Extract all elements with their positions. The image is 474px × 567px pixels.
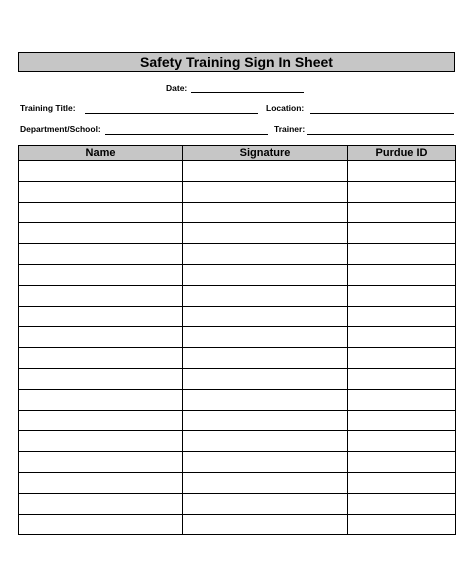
- name-cell[interactable]: [19, 244, 183, 265]
- sheet-title-text: Safety Training Sign In Sheet: [140, 54, 333, 70]
- purdue-id-cell[interactable]: [348, 348, 456, 369]
- location-field[interactable]: [310, 113, 454, 114]
- name-cell[interactable]: [19, 161, 183, 182]
- table-row: [19, 514, 456, 535]
- column-header-purdue-id: Purdue ID: [348, 146, 456, 161]
- signature-cell[interactable]: [183, 389, 348, 410]
- table-row: [19, 327, 456, 348]
- signature-cell[interactable]: [183, 410, 348, 431]
- table-row: [19, 368, 456, 389]
- signature-cell[interactable]: [183, 431, 348, 452]
- name-cell[interactable]: [19, 410, 183, 431]
- name-cell[interactable]: [19, 264, 183, 285]
- purdue-id-cell[interactable]: [348, 389, 456, 410]
- table-row: [19, 264, 456, 285]
- name-cell[interactable]: [19, 202, 183, 223]
- signature-cell[interactable]: [183, 244, 348, 265]
- trainer-label: Trainer:: [274, 124, 306, 134]
- name-cell[interactable]: [19, 389, 183, 410]
- purdue-id-cell[interactable]: [348, 181, 456, 202]
- table-row: [19, 285, 456, 306]
- table-header-row: [19, 146, 456, 161]
- purdue-id-cell[interactable]: [348, 202, 456, 223]
- trainer-field[interactable]: [307, 134, 454, 135]
- table-row: [19, 472, 456, 493]
- signature-cell[interactable]: [183, 327, 348, 348]
- table-row: [19, 306, 456, 327]
- signature-cell[interactable]: [183, 161, 348, 182]
- name-cell[interactable]: [19, 472, 183, 493]
- table-row: [19, 452, 456, 473]
- purdue-id-cell[interactable]: [348, 410, 456, 431]
- table-row: [19, 181, 456, 202]
- date-label: Date:: [166, 83, 188, 93]
- department-field[interactable]: [105, 134, 268, 135]
- table-row: [19, 202, 456, 223]
- name-cell[interactable]: [19, 327, 183, 348]
- signature-cell[interactable]: [183, 181, 348, 202]
- table-row: [19, 223, 456, 244]
- department-label: Department/School:: [20, 124, 101, 134]
- name-cell[interactable]: [19, 306, 183, 327]
- column-header-signature: Signature: [183, 146, 348, 161]
- table-row: [19, 493, 456, 514]
- signature-cell[interactable]: [183, 348, 348, 369]
- table-row: [19, 431, 456, 452]
- purdue-id-cell[interactable]: [348, 431, 456, 452]
- signature-cell[interactable]: [183, 452, 348, 473]
- purdue-id-cell[interactable]: [348, 472, 456, 493]
- signature-cell[interactable]: [183, 514, 348, 535]
- signature-cell[interactable]: [183, 264, 348, 285]
- name-cell[interactable]: [19, 181, 183, 202]
- name-cell[interactable]: [19, 368, 183, 389]
- name-cell[interactable]: [19, 223, 183, 244]
- table-row: [19, 244, 456, 265]
- column-header-name: Name: [19, 146, 183, 161]
- purdue-id-cell[interactable]: [348, 514, 456, 535]
- purdue-id-cell[interactable]: [348, 306, 456, 327]
- purdue-id-cell[interactable]: [348, 244, 456, 265]
- name-cell[interactable]: [19, 493, 183, 514]
- table-row: [19, 389, 456, 410]
- purdue-id-cell[interactable]: [348, 264, 456, 285]
- name-cell[interactable]: [19, 348, 183, 369]
- purdue-id-cell[interactable]: [348, 327, 456, 348]
- purdue-id-cell[interactable]: [348, 368, 456, 389]
- signature-cell[interactable]: [183, 306, 348, 327]
- name-cell[interactable]: [19, 285, 183, 306]
- purdue-id-cell[interactable]: [348, 223, 456, 244]
- signature-cell[interactable]: [183, 368, 348, 389]
- table-row: [19, 348, 456, 369]
- table-body: [19, 161, 456, 535]
- table-row: [19, 410, 456, 431]
- training-title-field[interactable]: [85, 113, 258, 114]
- signature-cell[interactable]: [183, 285, 348, 306]
- purdue-id-cell[interactable]: [348, 452, 456, 473]
- signature-cell[interactable]: [183, 472, 348, 493]
- date-field[interactable]: [191, 92, 304, 93]
- name-cell[interactable]: [19, 431, 183, 452]
- sheet-title: [18, 52, 455, 72]
- signature-cell[interactable]: [183, 493, 348, 514]
- table-row: [19, 161, 456, 182]
- name-cell[interactable]: [19, 514, 183, 535]
- location-label: Location:: [266, 103, 305, 113]
- sign-in-table: [18, 145, 456, 535]
- purdue-id-cell[interactable]: [348, 285, 456, 306]
- purdue-id-cell[interactable]: [348, 493, 456, 514]
- signature-cell[interactable]: [183, 223, 348, 244]
- purdue-id-cell[interactable]: [348, 161, 456, 182]
- name-cell[interactable]: [19, 452, 183, 473]
- training-title-label: Training Title:: [20, 103, 76, 113]
- signature-cell[interactable]: [183, 202, 348, 223]
